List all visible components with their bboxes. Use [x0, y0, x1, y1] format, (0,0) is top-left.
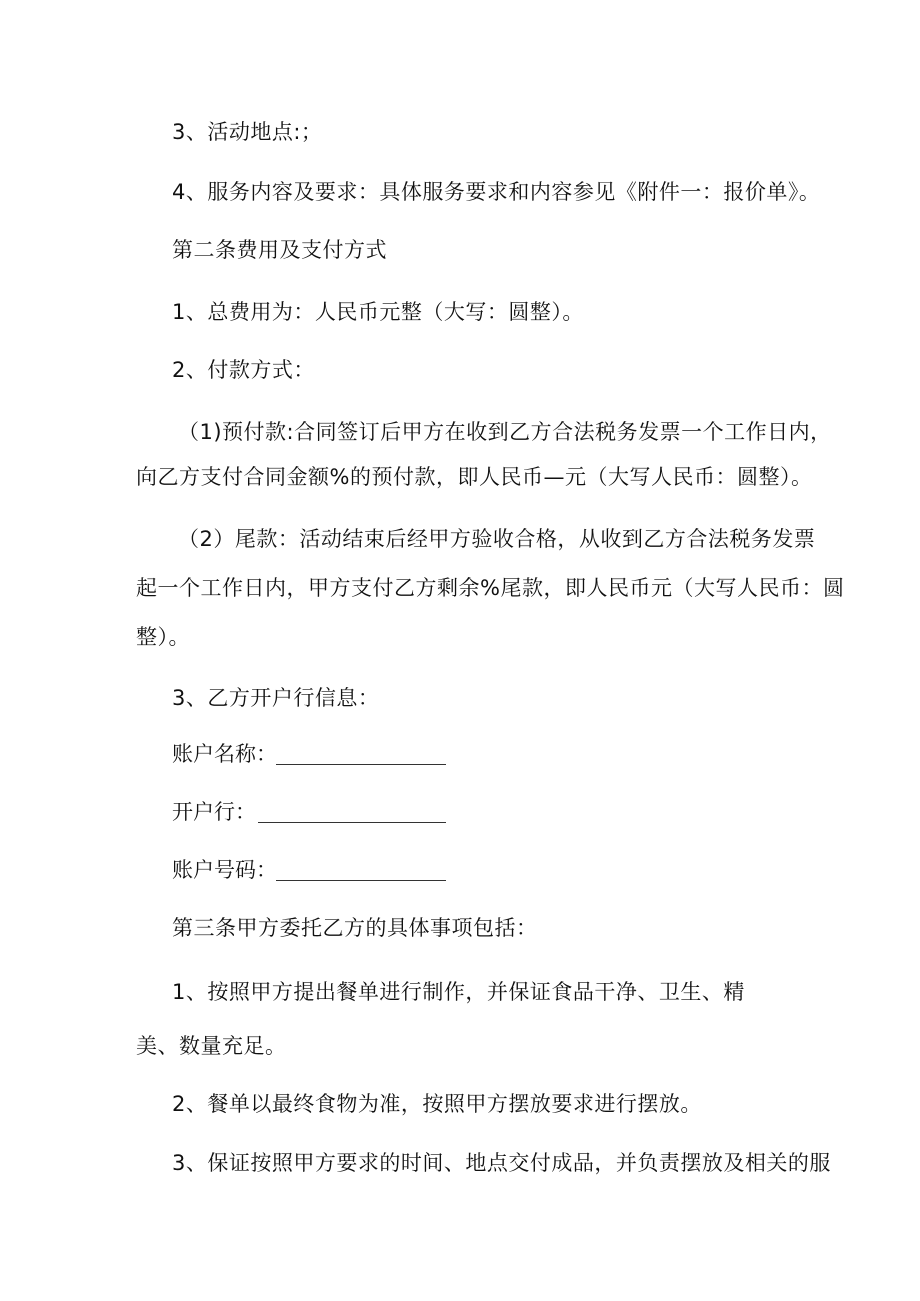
- bank-blank[interactable]: [258, 822, 446, 823]
- account-number-blank[interactable]: [276, 880, 446, 881]
- item-activity-location: 3、活动地点:；: [172, 120, 323, 144]
- prepayment-line-1: （1)预付款:合同签订后甲方在收到乙方合法税务发票一个工作日内，: [178, 420, 832, 444]
- bank-label: 开户行：: [172, 800, 256, 824]
- prepayment-line-2: 向乙方支付合同金额%的预付款，即人民币—元（大写人民币：圆整）。: [136, 465, 813, 489]
- account-name-blank[interactable]: [276, 764, 446, 765]
- account-name-label: 账户名称：: [172, 742, 277, 766]
- task-1-line-2: 美、数量充足。: [136, 1034, 287, 1058]
- item-total-fee: 1、总费用为：人民币元整（大写：圆整）。: [172, 300, 584, 324]
- final-payment-line-2: 起一个工作日内，甲方支付乙方剩余%尾款，即人民币元（大写人民币：圆: [136, 576, 845, 600]
- item-bank-info: 3、乙方开户行信息：: [172, 686, 380, 710]
- task-3: 3、保证按照甲方要求的时间、地点交付成品，并负责摆放及相关的服: [172, 1151, 831, 1175]
- task-1-line-1: 1、按照甲方提出餐单进行制作，并保证食品干净、卫生、精: [172, 980, 745, 1004]
- item-service-content: 4、服务内容及要求：具体服务要求和内容参见《附件一：报价单》。: [172, 180, 821, 204]
- final-payment-line-3: 整）。: [136, 625, 190, 649]
- item-payment-method: 2、付款方式：: [172, 358, 315, 382]
- account-number-label: 账户号码：: [172, 858, 277, 882]
- section-heading-article-3: 第三条甲方委托乙方的具体事项包括：: [172, 916, 538, 940]
- section-heading-article-2: 第二条费用及支付方式: [172, 238, 387, 262]
- final-payment-line-1: （2）尾款：活动结束后经甲方验收合格，从收到乙方合法税务发票: [178, 527, 816, 551]
- task-2: 2、餐单以最终食物为准，按照甲方摆放要求进行摆放。: [172, 1092, 702, 1116]
